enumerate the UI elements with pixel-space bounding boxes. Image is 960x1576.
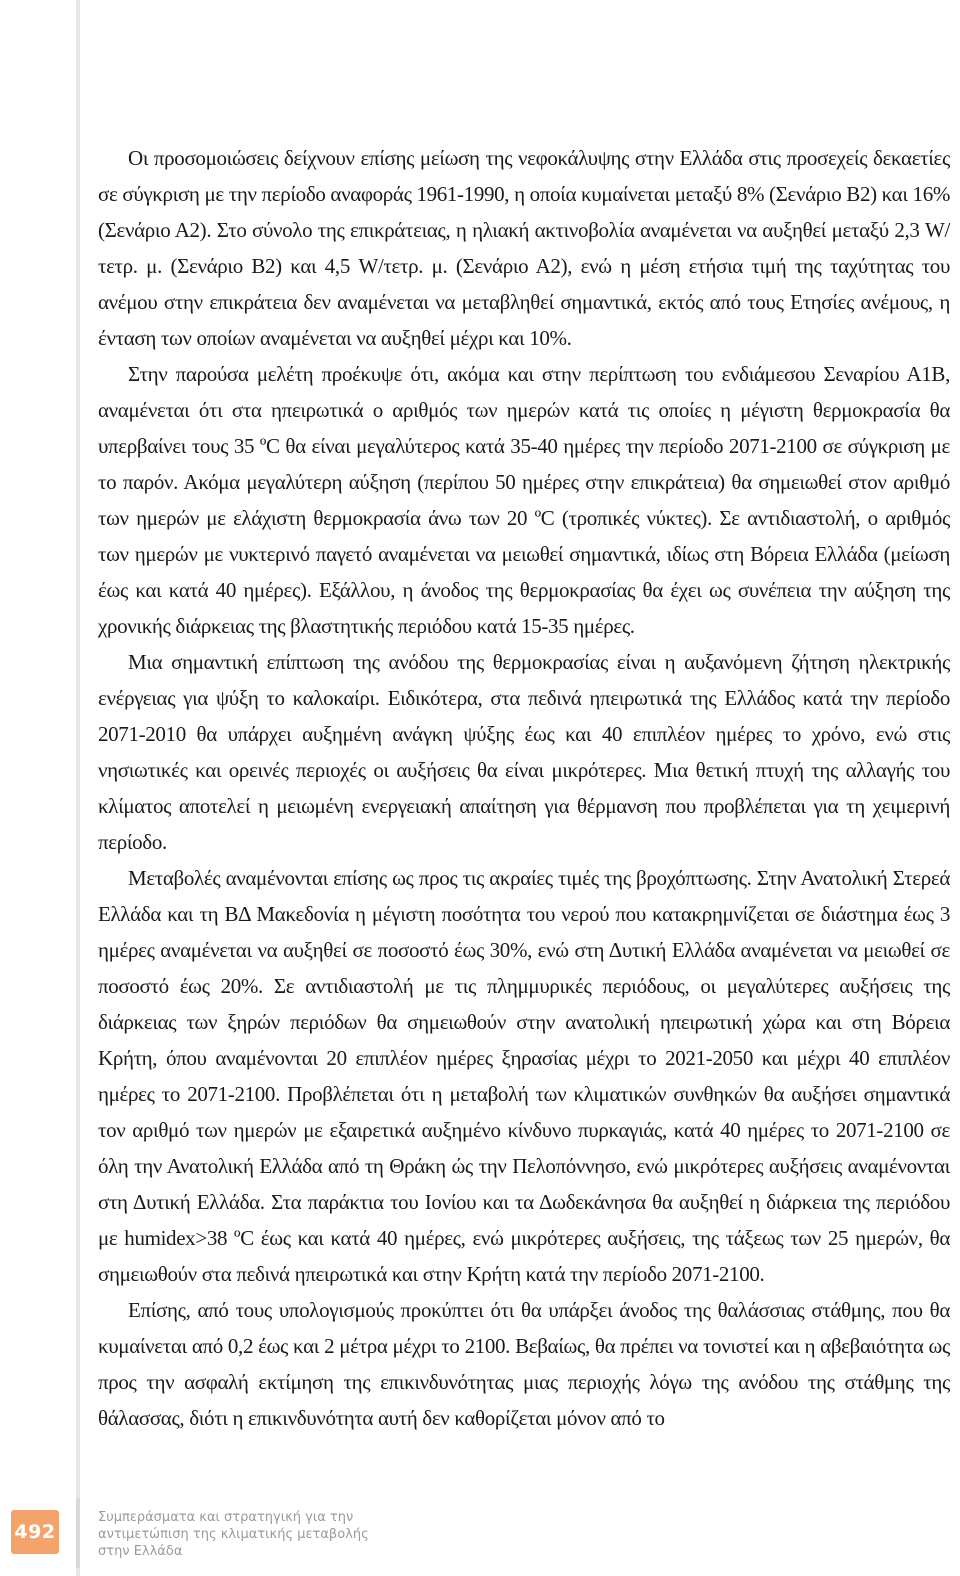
running-footer <box>98 1509 498 1560</box>
footer-title-line: στην Ελλάδα <box>98 1544 183 1559</box>
paragraph-sea-level: Επίσης, από τους υπολογισμούς προκύπτει ότι θα υπάρξει άνοδος της θαλάσσιας στάθμης, που θα κυμαίνεται από 0,2 έως και 2 μέτρα μέχρι το 2100. Βεβαίως, θα πρέπει να τονιστεί και η αβεβαιότητα ως προς την ασφαλή εκτίμηση της επικινδυνότητας μιας περιοχής λόγω της ανόδου της στάθμης της θάλασσας, διότι η επικινδυνότητα αυτή δεν καθορίζεται μόνον από το <box>98 1298 950 1430</box>
paragraph-cloud-cover: Οι προσομοιώσεις δείχνουν επίσης μείωση της νεφοκάλυψης στην Ελλάδα στις προσεχείς δεκαετίες σε σύγκριση με την περίοδο αναφοράς 1961-1990, η οποία κυμαίνεται μεταξύ 8% (Σενάριο Β2) και 16% (Σενάριο Α2). Στο σύνολο της επικράτειας, η ηλιακή ακτινοβολία αναμένεται να αυξηθεί μεταξύ 2,3 W/τετρ. μ. (Σενάριο Β2) και 4,5 W/τετρ. μ. (Σενάριο Α2), ενώ η μέση ετήσια τιμή της ταχύτητας του ανέμου στην επικράτεια δεν αναμένεται να μεταβληθεί σημαντικά, εκτός από τους Ετησίες ανέμους, η ένταση των οποίων αναμένεται να αυξηθεί μέχρι και 10%. <box>98 146 950 350</box>
footer-title-line: αντιμετώπιση της κλιματικής μεταβολής <box>98 1527 369 1542</box>
margin-rule <box>76 0 80 1576</box>
page-number-badge <box>11 1510 59 1554</box>
footer-rule <box>76 1498 80 1568</box>
paragraph-energy-demand: Μια σημαντική επίπτωση της ανόδου της θερμοκρασίας είναι η αυξανόμενη ζήτηση ηλεκτρικής ενέργειας για ψύξη το καλοκαίρι. Ειδικότερα, στα πεδινά ηπειρωτικά της Ελλάδος κατά την περίοδο 2071-2010 θα υπάρχει αυξημένη ανάγκη ψύξης έως και 40 επιπλέον ημέρες το χρόνο, ενώ στις νησιωτικές και ορεινές περιοχές οι αυξήσεις θα είναι μικρότερες. Μια θετική πτυχή της αλλαγής του κλίματος αποτελεί η μειωμένη ενεργειακή απαίτηση για θέρμανση που προβλέπεται για τη χειμερινή περίοδο. <box>98 650 950 854</box>
body-text <box>98 140 950 1436</box>
paragraph-temperature-extremes: Στην παρούσα μελέτη προέκυψε ότι, ακόμα και στην περίπτωση του ενδιάμεσου Σεναρίου Α1Β, αναμένεται ότι στα ηπειρωτικά ο αριθμός των ημερών κατά τις οποίες η μέγιστη θερμοκρασία θα υπερβαίνει τους 35 ºC θα είναι μεγαλύτερος κατά 35-40 ημέρες την περίοδο 2071-2100 σε σύγκριση με το παρόν. Ακόμα μεγαλύτερη αύξηση (περίπου 50 ημέρες στην επικράτεια) θα σημειωθεί στον αριθμό των ημερών με ελάχιστη θερμοκρασία άνω των 20 ºC (τροπικές νύκτες). Σε αντιδιαστολή, ο αριθμός των ημερών με νυκτερινό παγετό αναμένεται να μειωθεί σημαντικά, ιδίως στη Βόρεια Ελλάδα (μείωση έως και κατά 40 ημέρες). Εξάλλου, η άνοδος της θερμοκρασίας θα έχει ως συνέπεια την αύξηση της χρονικής διάρκειας της βλαστητικής περιόδου κατά 15-35 ημέρες. <box>98 362 950 638</box>
paragraph-precipitation-extremes: Μεταβολές αναμένονται επίσης ως προς τις ακραίες τιμές της βροχόπτωσης. Στην Ανατολική Στερεά Ελλάδα και τη ΒΔ Μακεδονία η μέγιστη ποσότητα του νερού που κατακρημνίζεται σε διάστημα έως 3 ημέρες αναμένεται να αυξηθεί σε ποσοστό έως 30%, ενώ στη Δυτική Ελλάδα αναμένεται να μειωθεί σε ποσοστό έως 20%. Σε αντιδιαστολή με τις πλημμυρικές περιόδους, οι μεγαλύτερες αυξήσεις της διάρκειας των ξηρών περιόδων θα σημειωθούν στην ανατολική ηπειρωτική χώρα και στη Βόρεια Κρήτη, όπου αναμένονται 20 επιπλέον ημέρες ξηρασίας μέχρι το 2021-2050 και μέχρι 40 επιπλέον ημέρες το 2071-2100. Προβλέπεται ότι η μεταβολή των κλιματικών συνθηκών θα αυξήσει σημαντικά τον αριθμό των ημερών με εξαιρετικά αυξημένο κίνδυνο πυρκαγιάς, κατά 40 ημέρες το 2071-2100 σε όλη την Ανατολική Ελλάδα από τη Θράκη ώς την Πελοπόννησο, ενώ μικρότερες αυξήσεις αναμένονται στη Δυτική Ελλάδα. Στα παράκτια του Ιονίου και τα Δωδεκάνησα θα αυξηθεί η διάρκεια της περιόδου με humidex>38 ºC έως και κατά 40 ημέρες, ενώ μικρότερες αυξήσεις, της τάξεως των 25 ημερών, θα σημειωθούν στα πεδινά ηπειρωτικά και στην Κρήτη κατά την περίοδο 2071-2100. <box>98 866 950 1286</box>
page-number: 492 <box>14 1521 56 1543</box>
footer-title-line: Συμπεράσματα και στρατηγική για την <box>98 1510 354 1525</box>
